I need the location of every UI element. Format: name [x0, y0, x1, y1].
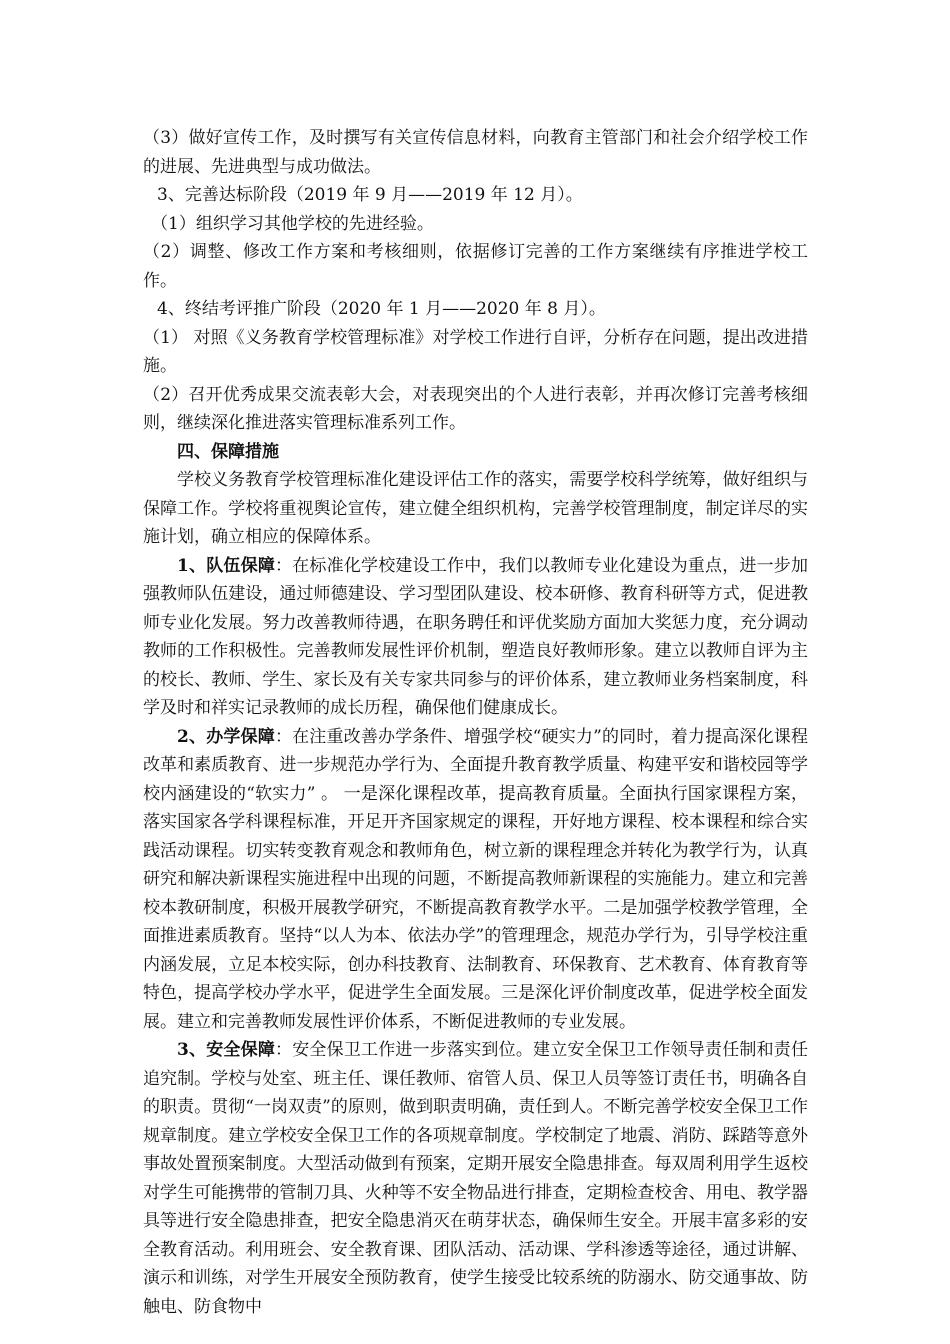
paragraph-school-safeguard [143, 723, 808, 1037]
paragraph-publicity: （3）做好宣传工作，及时撰写有关宣传信息材料，向教育主管部门和社会介绍学校工作的进展、先进典型与成功做法。 [143, 128, 808, 177]
paragraph-stage-4-item-1: （1） 对照《义务教育学校管理标准》对学校工作进行自评，分析存在问题，提出改进措施。 [143, 327, 808, 376]
paragraph-stage-4-item-2: （2）召开优秀成果交流表彰大会，对表现突出的个人进行表彰，并再次修订完善考核细则，继续深化推进落实管理标准系列工作。 [143, 384, 808, 433]
paragraph-safeguards-intro: 学校义务教育学校管理标准化建设评估工作的落实，需要学校科学统筹，做好组织与保障工作。学校将重视舆论宣传，建立健全组织机构，完善学校管理制度，制定详尽的实施计划，确立相应的保障体系。 [143, 470, 808, 547]
team-safeguard-lead: 1、队伍保障 [177, 555, 276, 576]
paragraph-stage-4-title: 4、终结考评推广阶段（2020 年 1 月——2020 年 8 月）。 [157, 299, 606, 319]
document-body [143, 124, 808, 1321]
school-safeguard-body: ：在注重改善办学条件、增强学校“硬实力”的同时，着力提高深化课程改革和素质教育、进一步规范办学行为、全面提升教育教学质量、构建平安和谐校园等学校内涵建设的“软实力” 。 一是深化课程改革，提高教育质量。全面执行国家课程方案，落实国家各学科课程标准，开足开齐国家规定的课程，开好地方课程、校本课程和综合实践活动课程。切实转变教育观念和教师角色，树立新的课程理念并转化为教学行为，认真研究和解决新课程实施进程中出现的问题，不断提高教师新课程的实施能力。建立和完善校本教研制度，积极开展教学研究，不断提高教育教学水平。二是加强学校教学管理，全面推进素质教育。坚持“以人为本、依法办学”的管理理念，规范办学行为，引导学校注重内涵发展，立足本校实际，创办科技教育、法制教育、环保教育、艺术教育、体育教育等特色，提高学校办学水平，促进学生全面发展。三是深化评价制度改革，促进学校全面发展。建立和完善教师发展性评价体系，不断促进教师的专业发展。 [143, 726, 808, 1032]
team-safeguard-body: ：在标准化学校建设工作中，我们以教师专业化建设为重点，进一步加强教师队伍建设，通过师德建设、学习型团队建设、校本研修、教育科研等方式，促进教师专业化发展。努力改善教师待遇，在职务聘任和评优奖励方面加大奖惩力度，充分调动教师的工作积极性。完善教师发展性评价机制，塑造良好教师形象。建立以教师自评为主的校长、教师、学生、家长及有关专家共同参与的评价体系，建立教师业务档案制度，科学及时和祥实记录教师的成长历程，确保他们健康成长。 [143, 555, 808, 718]
school-safeguard-lead: 2、办学保障 [177, 726, 275, 747]
paragraph-stage-3-item-2: （2）调整、修改工作方案和考核细则，依据修订完善的工作方案继续有序推进学校工作。 [143, 242, 808, 291]
safety-safeguard-lead: 3、安全保障 [177, 1040, 276, 1060]
paragraph-safety-safeguard [143, 1036, 808, 1321]
paragraph-stage-3-item-1: （1）组织学习其他学校的先进经验。 [151, 213, 434, 234]
safety-safeguard-body: ：安全保卫工作进一步落实到位。建立安全保卫工作领导责任制和责任追究制。学校与处室、班主任、课任教师、宿管人员、保卫人员等签订责任书，明确各自的职责。贯彻“一岗双责”的原则，做到职责明确，责任到人。不断完善学校安全保卫工作规章制度。建立学校安全保卫工作的各项规章制度。学校制定了地震、消防、踩踏等意外事故处置预案制度。大型活动做到有预案，定期开展安全隐患排查。每双周利用学生返校对学生可能携带的管制刀具、火种等不安全物品进行排查，定期检查校舍、用电、教学器具等进行安全隐患排查，把安全隐患消灭在萌芽状态，确保师生安全。开展丰富多彩的安全教育活动。利用班会、安全教育课、团队活动、活动课、学科渗透等途径，通过讲解、演示和训练，对学生开展安全预防教育，使学生接受比较系统的防溺水、防交通事故、防触电、防食物中 [143, 1040, 808, 1317]
paragraph-team-safeguard [143, 552, 808, 723]
paragraph-stage-3-title: 3、完善达标阶段（2019 年 9 月——2019 年 12 月）。 [157, 185, 583, 205]
section-heading-safeguards: 四、保障措施 [177, 441, 279, 462]
